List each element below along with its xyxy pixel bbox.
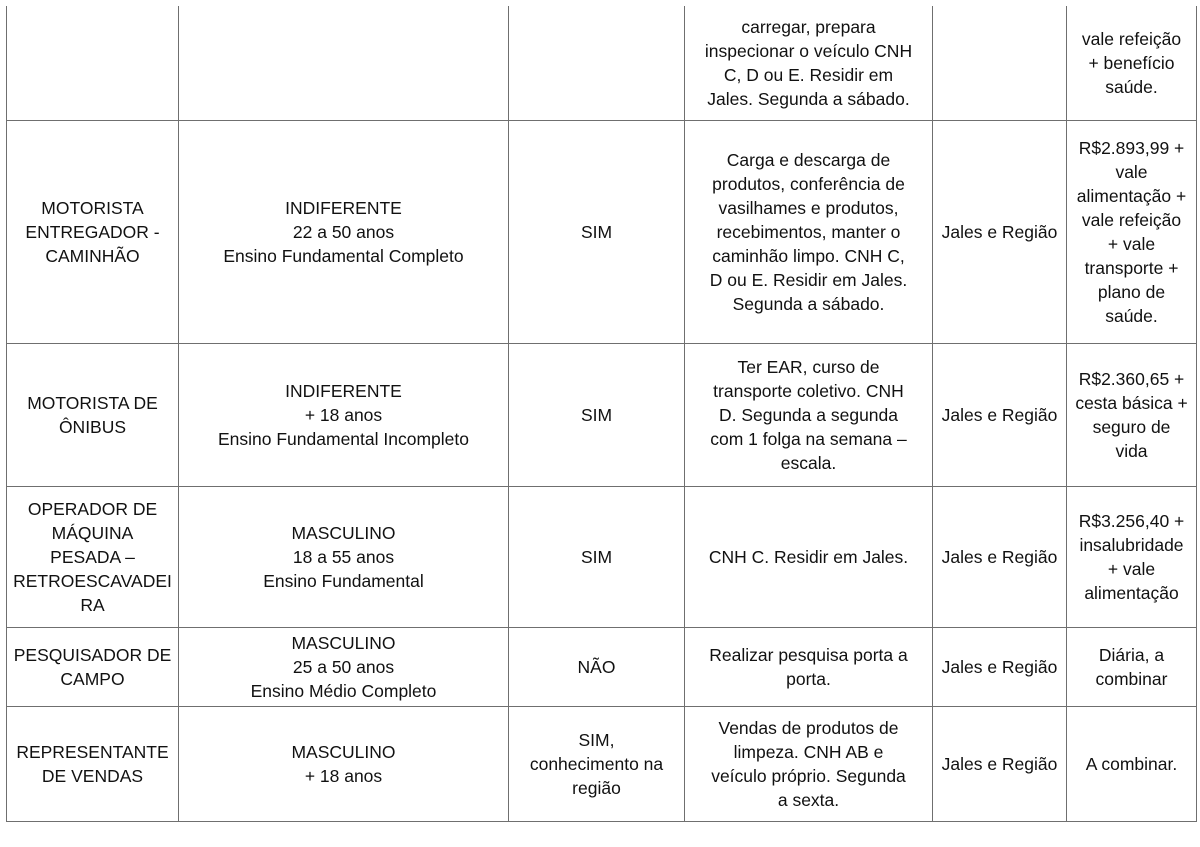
cell-text-line: SIM (580, 547, 613, 567)
cell-text-line: 18 a 55 anos (292, 547, 395, 567)
cell-text-line: conhecimento na (529, 754, 664, 774)
cell-text-line: produtos, conferência de (712, 174, 905, 194)
cell-text-line: Vendas de produtos de (718, 718, 899, 738)
requirements-cell (179, 707, 509, 822)
cell-text-line: SIM, (578, 730, 615, 750)
cell-text-line: INDIFERENTE (285, 381, 402, 401)
salary-benefits-cell (1067, 6, 1197, 121)
cell-text-line: INDIFERENTE (285, 198, 402, 218)
cell-text-line: PESADA – (50, 547, 135, 567)
cell-text-line: carregar, prepara (741, 17, 876, 37)
cell-text-line: MOTORISTA (41, 198, 144, 218)
job-title-cell (7, 6, 179, 121)
job-title-cell (7, 344, 179, 487)
cell-text-line: + vale (1107, 559, 1156, 579)
cell-text-line: com 1 folga na semana – (710, 429, 907, 449)
cell-text-line: D ou E. Residir em Jales. (709, 270, 908, 290)
cell-text-line: seguro de (1092, 417, 1171, 437)
license-required-cell (509, 121, 685, 344)
cell-text-line: RETROESCAVADEI (13, 571, 172, 591)
activities-cell (685, 121, 933, 344)
cell-text-line: CAMPO (60, 669, 125, 689)
cell-text-line: Ter EAR, curso de (737, 357, 880, 377)
cell-text-line: Jales e Região (941, 222, 1058, 242)
activities-cell (685, 487, 933, 628)
cell-text-line: 25 a 50 anos (292, 657, 395, 677)
cell-text-line: MASCULINO (291, 633, 396, 653)
license-required-cell (509, 344, 685, 487)
cell-text-line: combinar (1095, 669, 1168, 689)
location-cell (933, 707, 1067, 822)
cell-text-line: veículo próprio. Segunda (711, 766, 906, 786)
cell-text-line: caminhão limpo. CNH C, (712, 246, 905, 266)
cell-text-line: insalubridade (1079, 535, 1184, 555)
cell-text-line: A combinar. (1085, 754, 1178, 774)
activities-cell (685, 628, 933, 707)
cell-text-line: + 18 anos (304, 405, 383, 425)
requirements-cell (179, 344, 509, 487)
cell-text-line: escala. (780, 453, 837, 473)
license-required-cell (509, 487, 685, 628)
cell-text-line: transporte coletivo. CNH (713, 381, 904, 401)
cell-text-line: transporte + (1084, 258, 1179, 278)
cell-text-line: Ensino Fundamental Incompleto (218, 429, 469, 449)
table-row (7, 6, 1197, 121)
location-cell (933, 6, 1067, 121)
cell-text-line: CNH C. Residir em Jales. (708, 547, 909, 567)
cell-text-line: OPERADOR DE (27, 499, 158, 519)
cell-text-line: plano de (1097, 282, 1166, 302)
location-cell (933, 628, 1067, 707)
requirements-cell (179, 628, 509, 707)
cell-text-line: MASCULINO (291, 523, 396, 543)
job-title-cell (7, 121, 179, 344)
cell-text-line: alimentação (1084, 583, 1179, 603)
cell-text-line: Jales e Região (941, 547, 1058, 567)
cell-text-line: RA (80, 595, 105, 615)
table-row (7, 628, 1197, 707)
cell-text-line: SIM (580, 222, 613, 242)
job-title-cell (7, 487, 179, 628)
cell-text-line: Carga e descarga de (726, 150, 891, 170)
cell-text-line: Ensino Médio Completo (250, 681, 437, 701)
cell-text-line: ÔNIBUS (58, 417, 127, 437)
cell-text-line: porta. (786, 669, 831, 689)
cell-text-line: MOTORISTA DE (27, 393, 158, 413)
cell-text-line: Ensino Fundamental Completo (223, 246, 464, 266)
cell-text-line: REPRESENTANTE (16, 742, 169, 762)
salary-benefits-cell (1067, 707, 1197, 822)
cell-text-line: vida (1115, 441, 1148, 461)
salary-benefits-cell (1067, 628, 1197, 707)
cell-text-line: + 18 anos (304, 766, 383, 786)
cell-text-line: MASCULINO (291, 742, 396, 762)
table-row (7, 487, 1197, 628)
cell-text-line: a sexta. (777, 790, 840, 810)
cell-text-line: PESQUISADOR DE (13, 645, 172, 665)
cell-text-line: limpeza. CNH AB e (733, 742, 884, 762)
cell-text-line: Diária, a (1098, 645, 1165, 665)
activities-cell (685, 6, 933, 121)
cell-text-line: inspecionar o veículo CNH (704, 41, 913, 61)
table-row (7, 707, 1197, 822)
activities-cell (685, 344, 933, 487)
cell-text-line: DE VENDAS (41, 766, 144, 786)
cell-text-line: + benefício (1088, 53, 1175, 73)
cell-text-line: saúde. (1105, 77, 1158, 97)
cell-text-line: vasilhames e produtos, (718, 198, 899, 218)
table-row (7, 121, 1197, 344)
cell-text-line: região (572, 778, 621, 798)
cell-text-line: cesta básica + (1075, 393, 1188, 413)
cell-text-line: MÁQUINA (51, 523, 134, 543)
cell-text-line: vale refeição (1081, 210, 1182, 230)
requirements-cell (179, 121, 509, 344)
requirements-cell (179, 487, 509, 628)
cell-text-line: ENTREGADOR - (25, 222, 160, 242)
table-row (7, 344, 1197, 487)
job-title-cell (7, 707, 179, 822)
cell-text-line: Segunda a sábado. (732, 294, 885, 314)
cell-text-line: Jales. Segunda a sábado. (707, 89, 910, 109)
cell-text-line: 22 a 50 anos (292, 222, 395, 242)
cell-text-line: Jales e Região (941, 405, 1058, 425)
cell-text-line: alimentação + (1076, 186, 1187, 206)
cell-text-line: vale (1115, 162, 1148, 182)
cell-text-line: R$2.360,65 + (1078, 369, 1185, 389)
cell-text-line: Jales e Região (941, 657, 1058, 677)
job-listings-sheet (6, 6, 1196, 822)
cell-text-line: R$3.256,40 + (1078, 511, 1185, 531)
cell-text-line: recebimentos, manter o (716, 222, 901, 242)
location-cell (933, 344, 1067, 487)
license-required-cell (509, 6, 685, 121)
cell-text-line: Ensino Fundamental (263, 571, 424, 591)
cell-text-line: saúde. (1105, 306, 1158, 326)
license-required-cell (509, 707, 685, 822)
job-listings-table (6, 6, 1197, 822)
cell-text-line: Realizar pesquisa porta a (709, 645, 908, 665)
salary-benefits-cell (1067, 344, 1197, 487)
cell-text-line: C, D ou E. Residir em (723, 65, 894, 85)
license-required-cell (509, 628, 685, 707)
location-cell (933, 121, 1067, 344)
activities-cell (685, 707, 933, 822)
cell-text-line: + vale (1107, 234, 1156, 254)
cell-text-line: D. Segunda a segunda (718, 405, 899, 425)
cell-text-line: CAMINHÃO (45, 246, 140, 266)
cell-text-line: Jales e Região (941, 754, 1058, 774)
salary-benefits-cell (1067, 487, 1197, 628)
cell-text-line: vale refeição (1081, 29, 1182, 49)
requirements-cell (179, 6, 509, 121)
job-title-cell (7, 628, 179, 707)
cell-text-line: NÃO (577, 657, 616, 677)
salary-benefits-cell (1067, 121, 1197, 344)
cell-text-line: SIM (580, 405, 613, 425)
cell-text-line: R$2.893,99 + (1078, 138, 1185, 158)
location-cell (933, 487, 1067, 628)
